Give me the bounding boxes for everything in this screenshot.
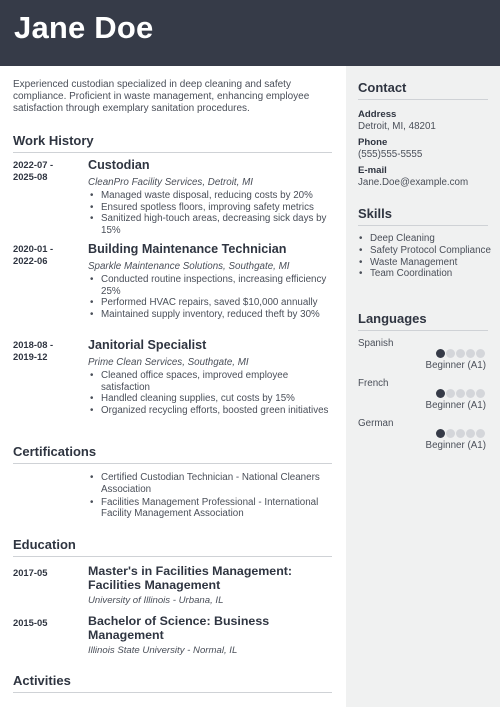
sidebar [346, 66, 500, 707]
rating-dot [476, 429, 485, 438]
education-degree: Master's in Facilities Management: Facilities Management [88, 564, 293, 592]
job-bullet: • Managed waste disposal, reducing costs by 20% [88, 190, 338, 202]
languages-divider [358, 330, 488, 331]
job-title: Building Maintenance Technician [88, 242, 287, 256]
skills-divider [358, 225, 488, 226]
job-company: CleanPro Facility Services, Detroit, MI [88, 177, 253, 188]
rating-dot [456, 349, 465, 358]
education-title: Education [13, 537, 76, 552]
certification-item: • Certified Custodian Technician - National Cleaners Association [88, 472, 338, 496]
job-dates: 2018-08 - 2019-12 [13, 339, 54, 362]
address-label: Address [358, 109, 397, 120]
activities-divider [13, 692, 332, 693]
rating-dot [466, 429, 475, 438]
job-company: Sparkle Maintenance Solutions, Southgate, MI [88, 261, 290, 272]
job-bullet: • Organized recycling efforts, boosted green initiatives [88, 405, 338, 417]
job-dates: 2020-01 - 2022-06 [13, 243, 54, 266]
job-title: Custodian [88, 158, 150, 172]
language-name: Spanish [358, 338, 394, 349]
skill-item: • Deep Cleaning [358, 233, 493, 245]
certifications-title: Certifications [13, 444, 97, 459]
email-value[interactable]: Jane.Doe@example.com [358, 177, 469, 188]
languages-title: Languages [358, 311, 427, 326]
email-label: E-mail [358, 165, 387, 176]
rating-dot [466, 349, 475, 358]
job-title: Janitorial Specialist [88, 338, 207, 352]
job-bullet: • Cleaned office spaces, improved employee satisfaction [88, 370, 338, 393]
language-name: German [358, 418, 394, 429]
rating-dot [456, 429, 465, 438]
phone-value: (555)555-5555 [358, 149, 423, 160]
job-bullet: • Handled cleaning supplies, cut costs by 15% [88, 393, 338, 405]
language-name: French [358, 378, 389, 389]
skill-item: • Safety Protocol Compliance [358, 245, 493, 257]
phone-label: Phone [358, 137, 388, 148]
resume-header [0, 0, 500, 66]
job-bullets [88, 370, 338, 416]
rating-dot [436, 349, 445, 358]
contact-divider [358, 99, 488, 100]
address-value: Detroit, MI, 48201 [358, 121, 436, 132]
skills-list [358, 233, 493, 280]
education-date: 2017-05 [13, 567, 48, 578]
job-bullet: • Ensured spotless floors, improving safety metrics [88, 202, 338, 214]
job-bullet: • Sanitized high-touch areas, decreasing sick days by 15% [88, 213, 338, 236]
job-company: Prime Clean Services, Southgate, MI [88, 357, 249, 368]
work-history-title: Work History [13, 133, 94, 148]
rating-dot [446, 389, 455, 398]
job-bullets [88, 274, 338, 320]
certifications-list [88, 472, 338, 521]
education-divider [13, 556, 332, 557]
contact-title: Contact [358, 80, 407, 95]
rating-dot [436, 429, 445, 438]
certification-item: • Facilities Management Professional - International Facility Management Association [88, 497, 338, 521]
rating-dot [446, 349, 455, 358]
rating-dot [466, 389, 475, 398]
work-history-divider [13, 152, 332, 153]
activities-title: Activities [13, 673, 71, 688]
job-bullet: • Maintained supply inventory, reduced theft by 30% [88, 309, 338, 321]
summary: Experienced custodian specialized in deep cleaning and safety compliance. Proficient in waste management, enhancing employee satisfaction through exemplary sanitation procedures. [13, 79, 310, 115]
job-bullets [88, 190, 338, 236]
language-level: Beginner (A1) [425, 360, 486, 371]
job-dates: 2022-07 - 2025-08 [13, 159, 54, 182]
skill-item: • Waste Management [358, 257, 493, 269]
main-column [0, 66, 346, 707]
language-level: Beginner (A1) [425, 400, 486, 411]
rating-dot [476, 389, 485, 398]
skill-item: • Team Coordination [358, 268, 493, 280]
job-bullet: • Conducted routine inspections, increasing efficiency 25% [88, 274, 338, 297]
education-school: Illinois State University - Normal, IL [88, 645, 238, 656]
education-school: University of Illinois - Urbana, IL [88, 595, 224, 606]
rating-dot [446, 429, 455, 438]
rating-dot [476, 349, 485, 358]
rating-dot [436, 389, 445, 398]
rating-dot [456, 389, 465, 398]
education-degree: Bachelor of Science: Business Management [88, 614, 270, 642]
education-date: 2015-05 [13, 617, 48, 628]
language-level: Beginner (A1) [425, 440, 486, 451]
job-bullet: • Performed HVAC repairs, saved $10,000 annually [88, 297, 338, 309]
candidate-name: Jane Doe [14, 10, 154, 45]
certifications-divider [13, 463, 332, 464]
skills-title: Skills [358, 206, 392, 221]
